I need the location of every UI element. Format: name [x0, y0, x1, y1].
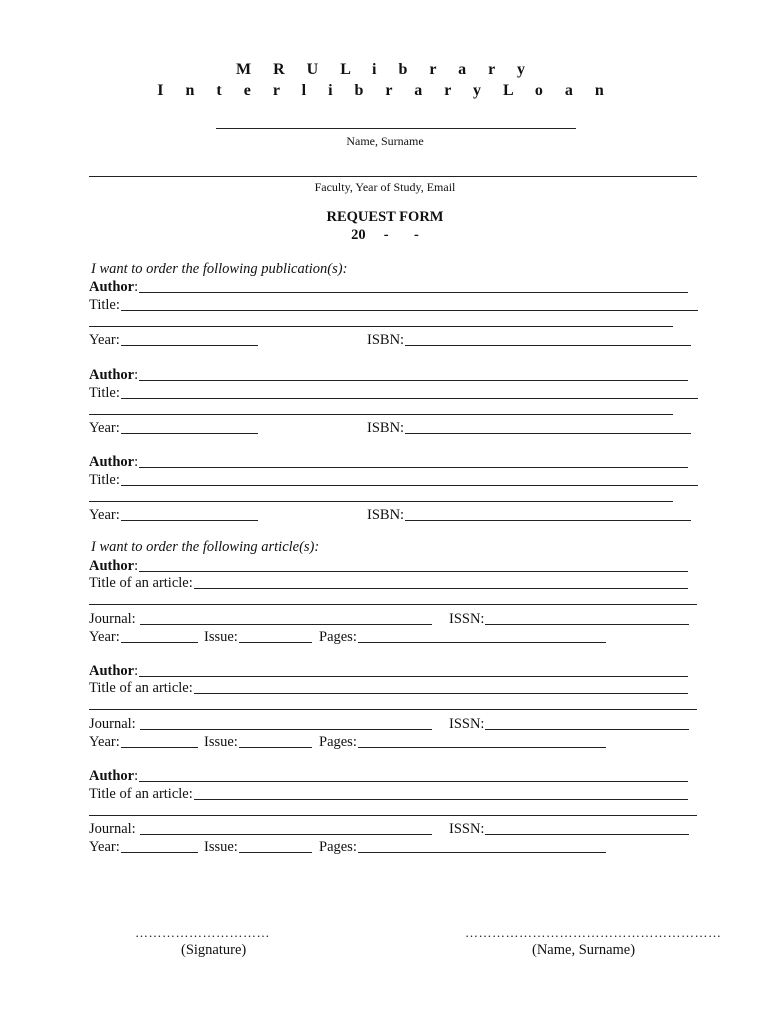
pages-label: Pages: [319, 734, 357, 750]
article-3-title[interactable] [89, 785, 688, 803]
publication-1-author[interactable]: Author : [89, 278, 688, 296]
service-name: I n t e r l i b r a r y L o a n [157, 82, 613, 99]
article-3-issue[interactable] [204, 838, 312, 856]
isbn-label: ISBN: [367, 332, 405, 348]
journal-label: Journal: [89, 821, 140, 837]
article-title-label: Title of an article: [89, 680, 193, 696]
article-title-label: Title of an article: [89, 786, 193, 802]
article-2-journal[interactable] [89, 715, 432, 733]
article-2-issue[interactable] [204, 733, 312, 751]
article-2-issn[interactable] [449, 715, 689, 733]
issue-label: Issue: [204, 629, 238, 645]
article-2-year[interactable] [89, 733, 198, 751]
publication-2-title[interactable] [89, 384, 698, 402]
pages-input-line[interactable] [358, 852, 606, 853]
publication-1-title[interactable] [89, 296, 698, 314]
year-label: Year: [89, 332, 120, 348]
author-input-line[interactable] [139, 676, 688, 677]
year-input-line[interactable] [121, 747, 198, 748]
isbn-label: ISBN: [367, 507, 405, 523]
year-label: Year: [89, 420, 120, 436]
year-label: Year: [89, 507, 120, 523]
pages-label: Pages: [319, 629, 357, 645]
year-input-line[interactable] [121, 642, 198, 643]
issn-label: ISSN: [449, 716, 485, 732]
article-3-year[interactable] [89, 838, 198, 856]
journal-label: Journal: [89, 716, 140, 732]
title-input-line[interactable] [121, 485, 698, 486]
isbn-label: ISBN: [367, 420, 405, 436]
journal-input-line[interactable] [140, 624, 432, 625]
article-1-issue[interactable] [204, 628, 312, 646]
year-input-line[interactable] [121, 433, 258, 434]
journal-label: Journal: [89, 611, 140, 627]
author-label: Author [89, 663, 135, 679]
publication-3-author[interactable]: Author : [89, 453, 688, 471]
publication-2-isbn[interactable] [367, 419, 691, 437]
faculty-field[interactable] [89, 176, 697, 177]
year-label: Year: [89, 629, 120, 645]
issue-label: Issue: [204, 734, 238, 750]
issn-input-line[interactable] [485, 624, 689, 625]
author-label: Author [89, 279, 135, 295]
issue-input-line[interactable] [239, 852, 312, 853]
issue-input-line[interactable] [239, 747, 312, 748]
publication-2-title-continued[interactable] [89, 414, 673, 415]
issue-label: Issue: [204, 839, 238, 855]
article-1-author[interactable]: Author : [89, 557, 688, 575]
year-label: Year: [89, 839, 120, 855]
isbn-input-line[interactable] [405, 520, 691, 521]
signature-name-caption: (Name, Surname) [532, 942, 636, 958]
signature-caption: (Signature) [181, 942, 247, 958]
publication-1-title-continued[interactable] [89, 326, 673, 327]
author-label: Author [89, 367, 135, 383]
form-year-line: 20 - - [351, 227, 419, 243]
title-label: Title: [89, 385, 120, 401]
article-title-label: Title of an article: [89, 575, 193, 591]
article-1-year[interactable] [89, 628, 198, 646]
author-label: Author [89, 768, 135, 784]
journal-input-line[interactable] [140, 729, 432, 730]
publication-2-author[interactable]: Author : [89, 366, 688, 384]
year-label: Year: [89, 734, 120, 750]
publication-2-year[interactable] [89, 419, 258, 437]
article-1-issn[interactable] [449, 610, 689, 628]
publication-1-year[interactable] [89, 331, 258, 349]
issn-input-line[interactable] [485, 834, 689, 835]
article-3-issn[interactable] [449, 820, 689, 838]
year-input-line[interactable] [121, 345, 258, 346]
form-title: REQUEST FORM [326, 209, 444, 225]
author-input-line[interactable] [139, 781, 688, 782]
author-input-line[interactable] [139, 292, 688, 293]
article-1-pages[interactable] [319, 628, 606, 646]
title-label: Title: [89, 297, 120, 313]
issn-label: ISSN: [449, 611, 485, 627]
article-3-title-continued[interactable] [89, 815, 697, 816]
publication-3-title[interactable] [89, 471, 698, 489]
article-2-pages[interactable] [319, 733, 606, 751]
publications-heading: I want to order the following publication(s): [91, 261, 348, 277]
pages-label: Pages: [319, 839, 357, 855]
journal-input-line[interactable] [140, 834, 432, 835]
article-1-title-continued[interactable] [89, 604, 697, 605]
isbn-input-line[interactable] [405, 345, 691, 346]
author-input-line[interactable] [139, 380, 688, 381]
signature-name-line[interactable]: ………………………………………………… [465, 925, 722, 940]
faculty-caption: Faculty, Year of Study, Email [314, 180, 456, 194]
name-surname-field[interactable] [216, 128, 576, 129]
year-input-line[interactable] [121, 852, 198, 853]
issue-input-line[interactable] [239, 642, 312, 643]
article-title-input-line[interactable] [194, 588, 688, 589]
publication-1-isbn[interactable] [367, 331, 691, 349]
issn-input-line[interactable] [485, 729, 689, 730]
signature-line[interactable]: ………………………… [135, 925, 270, 940]
publication-3-year[interactable] [89, 506, 258, 524]
article-3-journal[interactable] [89, 820, 432, 838]
article-2-title[interactable] [89, 679, 688, 697]
articles-heading: I want to order the following article(s): [91, 539, 320, 555]
publication-3-title-continued[interactable] [89, 501, 673, 502]
isbn-input-line[interactable] [405, 433, 691, 434]
title-input-line[interactable] [121, 310, 698, 311]
year-input-line[interactable] [121, 520, 258, 521]
author-input-line[interactable] [139, 571, 688, 572]
name-surname-caption: Name, Surname [346, 134, 424, 148]
article-1-journal[interactable] [89, 610, 432, 628]
author-label: Author [89, 558, 135, 574]
issn-label: ISSN: [449, 821, 485, 837]
title-label: Title: [89, 472, 120, 488]
article-1-title[interactable] [89, 574, 688, 592]
author-input-line[interactable] [139, 467, 688, 468]
pages-input-line[interactable] [358, 642, 606, 643]
article-2-author[interactable]: Author : [89, 662, 688, 680]
library-name: M R U L i b r a r y [236, 61, 534, 78]
article-title-input-line[interactable] [194, 799, 688, 800]
title-input-line[interactable] [121, 398, 698, 399]
article-3-pages[interactable] [319, 838, 606, 856]
publication-3-isbn[interactable] [367, 506, 691, 524]
pages-input-line[interactable] [358, 747, 606, 748]
article-title-input-line[interactable] [194, 693, 688, 694]
article-2-title-continued[interactable] [89, 709, 697, 710]
author-label: Author [89, 454, 135, 470]
article-3-author[interactable]: Author : [89, 767, 688, 785]
